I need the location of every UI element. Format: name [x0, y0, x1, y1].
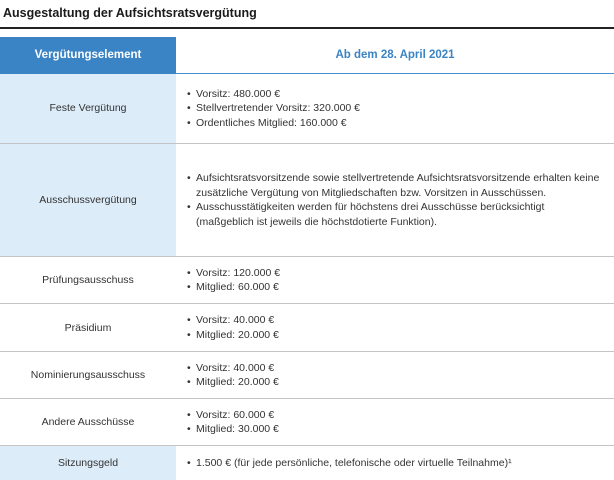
list-item: • 1.500 € (für jede persönliche, telefonische oder virtuelle Teilnahme)¹	[187, 456, 602, 471]
table-row	[0, 352, 614, 399]
list-item: • Aufsichtsratsvorsitzende sowie stellvertretende Aufsichtsratsvorsitzende erhalten keine zusätzliche Vergütung von Mitgliedschaften bzw. Vorsitzen in Ausschüssen.	[187, 171, 602, 200]
list-item: • Mitglied: 20.000 €	[187, 328, 602, 343]
list-item: • Ordentliches Mitglied: 160.000 €	[187, 116, 602, 131]
row-label: Nominierungsausschuss	[0, 352, 176, 399]
row-label: Ausschussvergütung	[0, 144, 176, 257]
list-item: • Vorsitz: 60.000 €	[187, 408, 602, 423]
bullet-list	[187, 456, 602, 471]
row-label: Andere Ausschüsse	[0, 399, 176, 446]
list-item: • Stellvertretender Vorsitz: 320.000 €	[187, 101, 602, 116]
row-content	[176, 257, 614, 304]
row-label: Sitzungsgeld	[0, 446, 176, 480]
page-title: Ausgestaltung der Aufsichtsratsvergütung	[3, 6, 257, 20]
table-row	[0, 304, 614, 352]
header-cell-date: Ab dem 28. April 2021	[176, 37, 614, 74]
bullet-list	[187, 361, 602, 390]
row-content	[176, 446, 614, 480]
bullet-list	[187, 313, 602, 342]
table-row	[0, 446, 614, 480]
table-row	[0, 257, 614, 304]
list-item: • Mitglied: 30.000 €	[187, 422, 602, 437]
list-item: • Mitglied: 60.000 €	[187, 280, 602, 295]
row-content	[176, 304, 614, 352]
table-row	[0, 144, 614, 257]
bullet-list	[187, 408, 602, 437]
list-item: • Ausschusstätigkeiten werden für höchstens drei Ausschüsse berücksichtigt (maßgeblich ist jeweils die höchstdotierte Funktion).	[187, 200, 602, 229]
row-content	[176, 399, 614, 446]
row-content	[176, 74, 614, 144]
list-item: • Mitglied: 20.000 €	[187, 375, 602, 390]
compensation-table	[0, 37, 614, 480]
table-header-row	[0, 37, 614, 74]
row-content	[176, 144, 614, 257]
row-label: Prüfungsausschuss	[0, 257, 176, 304]
table-row	[0, 399, 614, 446]
row-label: Präsidium	[0, 304, 176, 352]
table-row	[0, 74, 614, 144]
row-label: Feste Vergütung	[0, 74, 176, 144]
row-content	[176, 352, 614, 399]
title-divider	[0, 27, 614, 29]
list-item: • Vorsitz: 40.000 €	[187, 313, 602, 328]
bullet-list	[187, 266, 602, 295]
list-item: • Vorsitz: 40.000 €	[187, 361, 602, 376]
list-item: • Vorsitz: 480.000 €	[187, 87, 602, 102]
list-item: • Vorsitz: 120.000 €	[187, 266, 602, 281]
bullet-list	[187, 87, 602, 131]
header-cell-element: Vergütungselement	[0, 37, 176, 74]
bullet-list	[187, 171, 602, 229]
